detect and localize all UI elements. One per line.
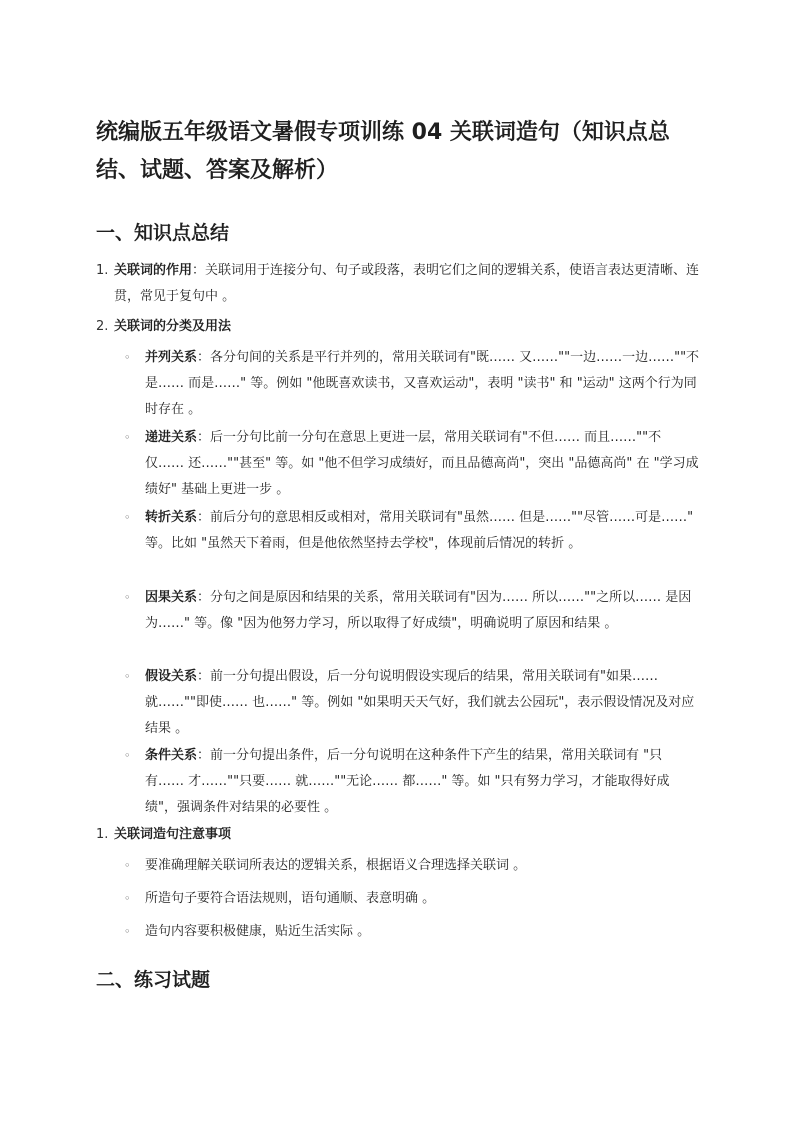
term-label: 关联词造句注意事项 xyxy=(114,827,232,842)
note-item: 造句内容要积极健康，贴近生活实际 。 xyxy=(145,924,371,939)
term-label: 关联词的分类及用法 xyxy=(114,319,232,334)
bullet-marker: ◦ xyxy=(124,859,131,872)
bullet-marker: ◦ xyxy=(124,925,131,938)
bullet-marker: ◦ xyxy=(124,431,131,444)
list-number: 1. xyxy=(96,827,109,842)
list-number: 2. xyxy=(96,319,109,334)
term-label: 假设关系 xyxy=(145,669,198,684)
list-item-conditional xyxy=(145,743,700,821)
term-label: 转折关系 xyxy=(145,510,198,525)
list-item-progressive xyxy=(145,425,700,503)
list-item-causal xyxy=(145,585,700,637)
list-item-role xyxy=(114,258,700,310)
term-description: ：各分句间的关系是平行并列的，常用关联词有"既…… 又……""一边……一边……""不是…… 而是……" 等。例如 "他既喜欢读书，又喜欢运动"，表明 "读书" 和 "运动" 这两个行为同时存在 。 xyxy=(145,350,700,417)
list-item-classification xyxy=(114,314,700,340)
bullet-marker: ◦ xyxy=(124,591,131,604)
bullet-marker: ◦ xyxy=(124,511,131,524)
term-description: ：后一分句比前一分句在意思上更进一层，常用关联词有"不但…… 而且……""不仅…… 还……""甚至" 等。如 "他不但学习成绩好，而且品德高尚"，突出 "品德高尚" 在 "学习成绩好" 基础上更进一步 。 xyxy=(145,430,699,497)
note-item: 要准确理解关联词所表达的逻辑关系，根据语义合理选择关联词 。 xyxy=(145,858,527,873)
list-item-notes xyxy=(114,822,700,848)
list-item-parallel xyxy=(145,345,700,423)
term-label: 条件关系 xyxy=(145,748,198,763)
term-label: 因果关系 xyxy=(145,590,198,605)
section-heading-knowledge: 一、知识点总结 xyxy=(96,222,230,244)
bullet-marker: ◦ xyxy=(124,892,131,905)
term-label: 关联词的作用 xyxy=(114,263,193,278)
term-description: ：前后分句的意思相反或相对，常用关联词有"虽然…… 但是……""尽管……可是……" 等。比如 "虽然天下着雨，但是他依然坚持去学校"，体现前后情况的转折 。 xyxy=(145,510,694,551)
list-item-adversative xyxy=(145,505,700,557)
section-heading-exercises: 二、练习试题 xyxy=(96,969,211,991)
term-label: 并列关系 xyxy=(145,350,198,365)
term-label: 递进关系 xyxy=(145,430,198,445)
term-description: ：前一分句提出条件，后一分句说明在这种条件下产生的结果，常用关联词有 "只有…… 才……""只要…… 就……""无论…… 都……" 等。如 "只有努力学习，才能取得好成绩"，强调条件对结果的必要性 。 xyxy=(145,748,670,815)
bullet-marker: ◦ xyxy=(124,351,131,364)
term-description: ：前一分句提出假设，后一分句说明假设实现后的结果，常用关联词有"如果…… 就……""即使…… 也……" 等。例如 "如果明天天气好，我们就去公园玩"，表示假设情况及对应结果 。 xyxy=(145,669,695,736)
note-item: 所造句子要符合语法规则，语句通顺、表意明确 。 xyxy=(145,891,436,906)
list-number: 1. xyxy=(96,263,109,278)
bullet-marker: ◦ xyxy=(124,749,131,762)
term-description: ：关联词用于连接分句、句子或段落，表明它们之间的逻辑关系，使语言表达更清晰、连贯，常见于复句中 。 xyxy=(114,263,700,304)
list-item-hypothetical xyxy=(145,664,700,742)
bullet-marker: ◦ xyxy=(124,670,131,683)
term-description: ：分句之间是原因和结果的关系，常用关联词有"因为…… 所以……""之所以…… 是因为……" 等。像 "因为他努力学习，所以取得了好成绩"，明确说明了原因和结果 。 xyxy=(145,590,692,631)
document-title: 统编版五年级语文暑假专项训练 04 关联词造句（知识点总结、试题、答案及解析） xyxy=(96,120,670,183)
